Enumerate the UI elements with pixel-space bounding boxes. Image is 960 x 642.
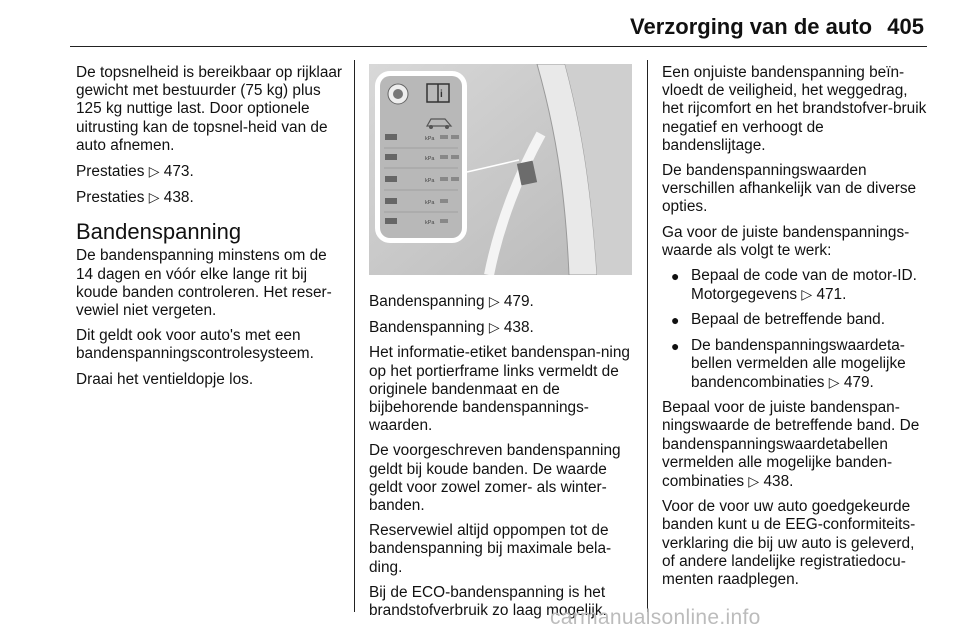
section-heading: Bandenspanning [76,219,242,245]
column-divider-2 [647,60,648,612]
reference-arrow-icon: ▷ [488,319,500,336]
watermark[interactable]: carmanualsonline.info [550,606,761,629]
bullet-icon: ● [671,312,680,329]
paragraph: Voor de voor uw auto goedgekeurde banden kunt u de EEG-conformiteits-verklaring die bij uw auto is geleverd, of andere landelijke registratiedocu-menten raadplegen. [662,498,916,589]
paragraph: Een onjuiste bandenspanning beïn-vloedt de veiligheid, het weggedrag, het rijcomfort en het brandstofver-bruik negatief en verhoogt de bandenslijtage. [662,64,927,154]
door-frame-illustration [369,64,632,275]
paragraph: De topsnelheid is bereikbaar op rijklaar gewicht met bestuurder (75 kg) plus 125 kg nuttige last. Door optionele uitrusting kan de topsnel-heid van de auto afnemen. [76,64,343,154]
paragraph: Reservewiel altijd oppompen tot de bandenspanning bij maximale bela-ding. [369,522,612,576]
svg-text:kPa: kPa [425,200,435,206]
bullet-icon: ● [671,337,680,354]
reference-arrow-icon: ▷ [148,189,160,206]
reference-arrow-icon: ▷ [801,286,813,303]
page-link[interactable]: 471. [816,286,847,304]
list-item: ● Bepaal de betreffende band. [671,311,885,329]
list-item: ● Bepaal de code van de motor-ID. Motorgegevens ▷ 471. [671,267,917,304]
column-1 [76,64,348,396]
svg-text:kPa: kPa [425,136,435,142]
column-3 [662,64,930,596]
svg-text:kPa: kPa [425,178,435,184]
paragraph-reference: Bepaal voor de juiste bandenspan-ningswaarde de betreffende band. De bandenspanningswaardetabellen vermelden alle mogelijke banden-combinaties ▷ 438. [662,399,920,491]
paragraph-reference: Bandenspanning ▷ 438. [369,319,534,337]
paragraph: De bandenspanning minstens om de 14 dagen en vóór elke lange rit bij koude banden controleren. Het reser-vewiel niet vergeten. [76,247,332,320]
paragraph: Ga voor de juiste bandenspannings-waarde als volgt te werk: [662,223,910,259]
reference-arrow-icon: ▷ [748,473,760,490]
paragraph-reference: Prestaties ▷ 473. [76,163,194,181]
page-link[interactable]: 438. [163,189,194,207]
page-link[interactable]: 438. [503,319,534,337]
page-link[interactable]: 438. [763,473,794,491]
reference-arrow-icon: ▷ [828,374,840,391]
svg-text:i: i [440,89,443,100]
paragraph: De bandenspanningswaarden verschillen afhankelijk van de diverse opties. [662,162,917,216]
svg-text:kPa: kPa [425,156,435,162]
page-link[interactable]: 479. [843,374,874,392]
reference-arrow-icon: ▷ [488,293,500,309]
paragraph-reference: Bandenspanning ▷ 479. [369,293,534,310]
header-title: Verzorging van de auto [630,14,873,39]
paragraph: Dit geldt ook voor auto's met een bandenspanningscontrolesysteem. [76,327,314,363]
paragraph-reference: Prestaties ▷ 438. [76,189,194,207]
column-2 [369,292,635,627]
page-link[interactable]: 479. [503,293,534,310]
tyre-pressure-label-figure [369,64,632,275]
header-rule [70,46,927,47]
paragraph: Bij de ECO-bandenspanning is het brandstofverbruik zo laag mogelijk. [369,583,607,620]
page-number: 405 [887,14,924,39]
svg-text:kPa: kPa [425,220,435,226]
paragraph: De voorgeschreven bandenspanning geldt bij koude banden. De waarde geldt voor zowel zomer- als winter-banden. [369,442,621,515]
page-link[interactable]: 473. [163,163,194,181]
paragraph: Draai het ventieldopje los. [76,370,254,388]
list-item: ● De bandenspanningswaardeta-bellen vermelden alle mogelijke bandencombinaties ▷ 479. [671,336,906,392]
column-divider-1 [354,60,355,612]
bullet-list [662,267,930,392]
reference-arrow-icon: ▷ [148,163,160,180]
paragraph: Het informatie-etiket bandenspan-ning op het portierframe links vermeldt de originele bandenmaat en de bijbehorende bandenspannings-waarden. [369,344,630,435]
bullet-icon: ● [671,268,680,285]
